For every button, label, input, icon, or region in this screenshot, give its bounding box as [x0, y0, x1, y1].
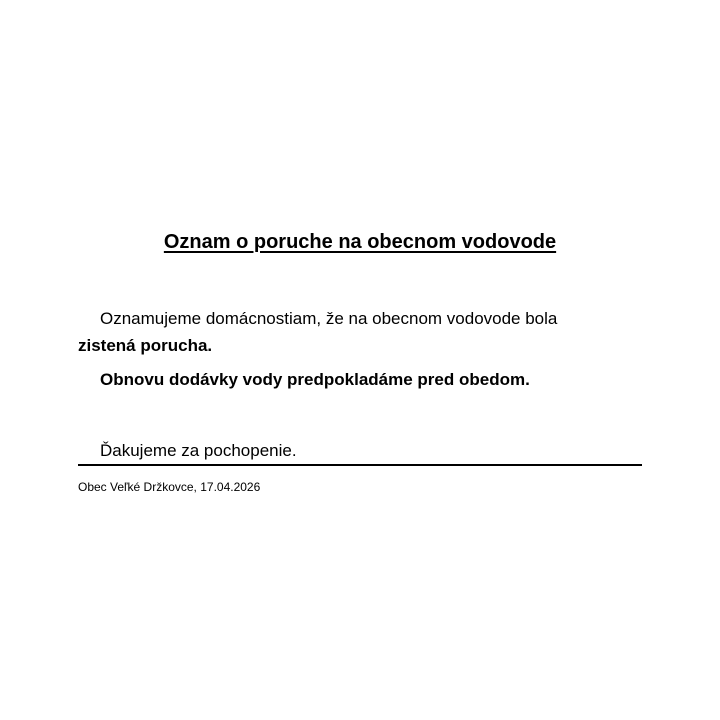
notice-paragraph-thanks: Ďakujeme za pochopenie.	[100, 441, 297, 460]
footer-signature: Obec Veľké Držkovce, 17.04.2026	[78, 480, 261, 494]
notice-paragraph-restoration: Obnovu dodávky vody predpokladáme pred obedom.	[100, 370, 530, 389]
footer-divider	[78, 464, 642, 466]
notice-paragraph-fault	[78, 305, 618, 359]
notice-title: Oznam o poruche na obecnom vodovode	[163, 231, 557, 253]
notice-paragraph-fault-text: Oznamujeme domácnostiam, že na obecnom vodovode bola	[100, 309, 558, 328]
notice-paragraph-fault-emphasis: zistená porucha.	[78, 336, 213, 355]
